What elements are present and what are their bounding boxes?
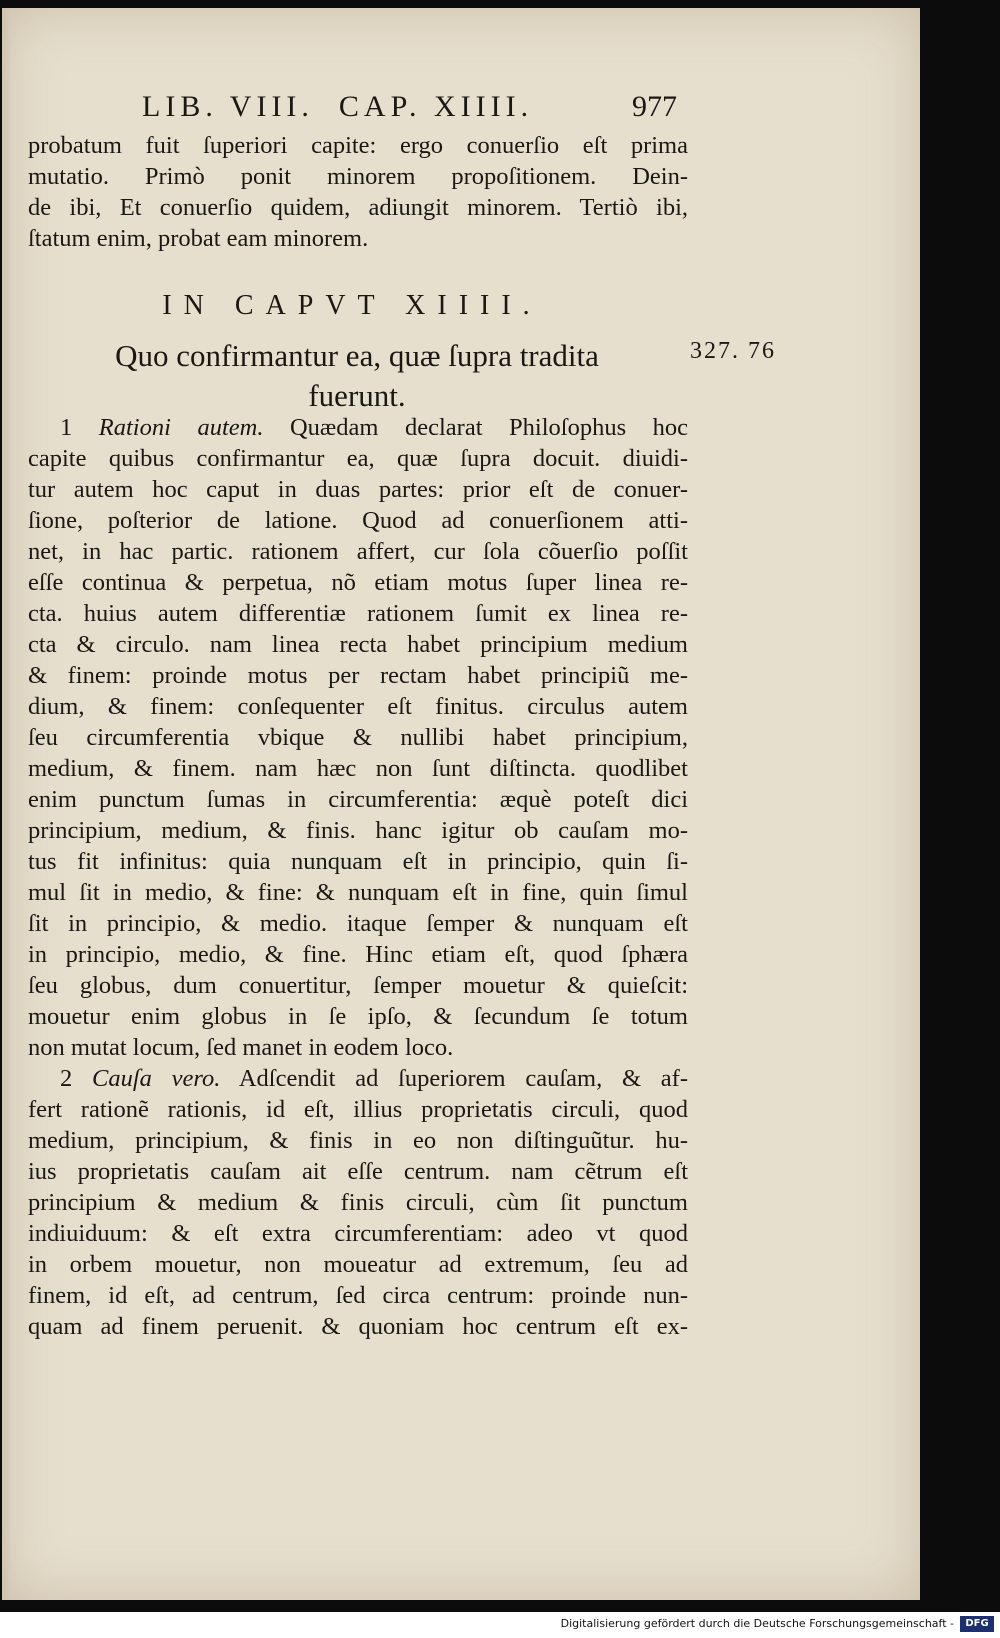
first-line-text: Adſcendit ad ſuperiorem cauſam, & af-: [238, 1065, 688, 1092]
chapter-title: [62, 336, 652, 416]
text-line: in principio, medio, & fine. Hinc etiam eſt, quod ſphæra: [28, 941, 688, 968]
digitization-footer: [0, 1612, 1000, 1638]
text-line: in orbem mouetur, non moueatur ad extremum, ſeu ad: [28, 1251, 688, 1278]
commentary-paragraph-2: [28, 1063, 688, 1342]
text-line: dium, & finem: conſequenter eſt finitus. circulus autem: [28, 693, 688, 720]
text-line: ſtatum enim, probat eam minorem.: [28, 225, 369, 252]
text-line: quam ad finem peruenit. & quoniam hoc centrum eſt ex-: [28, 1313, 688, 1340]
paragraph-first-line: [28, 1063, 688, 1094]
paragraph-number: 1: [60, 414, 73, 441]
text-line: capite quibus confirmantur ea, quæ ſupra docuit. diuidi-: [28, 445, 688, 472]
text-line: & finem: proinde motus per rectam habet principiũ me-: [28, 662, 688, 689]
text-line: net, in hac partic. rationem affert, cur ſola cõuerſio poſſit: [28, 538, 688, 565]
text-line: ſeu circumferentia vbique & nullibi habet principium,: [28, 724, 688, 751]
text-line: principium & medium & finis circuli, cùm ſit punctum: [28, 1189, 688, 1216]
margin-note: 327. 76: [690, 338, 776, 364]
text-line: tus fit infinitus: quia nunquam eſt in principio, quin ſi-: [28, 848, 688, 875]
chapter-heading: IN CAPVT XIIII.: [162, 290, 542, 321]
text-line: finem, id eſt, ad centrum, ſed circa centrum: proinde nun-: [28, 1282, 688, 1309]
text-line: mouetur enim globus in ſe ipſo, & ſecundum ſe totum: [28, 1003, 688, 1030]
page-gutter-shadow: [2, 8, 12, 1600]
text-line: tur autem hoc caput in duas partes: prior eſt de conuer-: [28, 476, 688, 503]
text-line: fert rationẽ rationis, id eſt, illius proprietatis circuli, quod: [28, 1096, 688, 1123]
text-line: probatum fuit ſuperiori capite: ergo conuerſio eſt prima: [28, 132, 688, 159]
chapter-title-line: Quo confirmantur ea, quæ ſupra tradita: [115, 338, 599, 373]
funding-credit: Digitalisierung gefördert durch die Deutsche Forschungsgemeinschaft -: [560, 1617, 954, 1630]
text-line: mutatio. Primò ponit minorem propoſitionem. Dein-: [28, 163, 688, 190]
first-line-text: Quædam declarat Philoſophus hoc: [289, 414, 688, 441]
text-line: ſione, poſterior de latione. Quod ad conuerſionem atti-: [28, 507, 688, 534]
book-page: [2, 8, 920, 1600]
text-line: cta & circulo. nam linea recta habet principium medium: [28, 631, 688, 658]
page-number: 977: [632, 90, 677, 123]
text-line: enim punctum ſumas in circumferentia: æquè poteſt dici: [28, 786, 688, 813]
paragraph-first-line: [28, 412, 688, 443]
text-line: de ibi, Et conuerſio quidem, adiungit minorem. Tertiò ibi,: [28, 194, 688, 221]
lemma: Cauſa vero.: [92, 1065, 221, 1092]
running-head: LIB. VIII. CAP. XIIII.: [142, 90, 534, 123]
text-line: ius proprietatis cauſam ait eſſe centrum. nam cẽtrum eſt: [28, 1158, 688, 1185]
text-line: indiuiduum: & eſt extra circumferentiam: adeo vt quod: [28, 1220, 688, 1247]
top-paragraph: [28, 130, 688, 254]
text-line: eſſe continua & perpetua, nõ etiam motus ſuper linea re-: [28, 569, 688, 596]
paragraph-number: 2: [60, 1065, 73, 1092]
lemma: Rationi autem.: [98, 414, 264, 441]
dfg-logo: DFG: [960, 1616, 994, 1632]
text-line: ſit in principio, & medio. itaque ſemper & nunquam eſt: [28, 910, 688, 937]
chapter-title-line: fuerunt.: [308, 378, 406, 413]
text-line: principium, medium, & finis. hanc igitur ob cauſam mo-: [28, 817, 688, 844]
text-line: medium, & finem. nam hæc non ſunt diſtincta. quodlibet: [28, 755, 688, 782]
text-line: ſeu globus, dum conuertitur, ſemper mouetur & quieſcit:: [28, 972, 688, 999]
commentary-paragraph-1: [28, 412, 688, 1063]
text-line: non mutat locum, ſed manet in eodem loco.: [28, 1034, 454, 1061]
text-line: medium, principium, & finis in eo non diſtinguũtur. hu-: [28, 1127, 688, 1154]
text-line: mul ſit in medio, & fine: & nunquam eſt in fine, quin ſimul: [28, 879, 688, 906]
text-line: cta. huius autem differentiæ rationem ſumit ex linea re-: [28, 600, 688, 627]
